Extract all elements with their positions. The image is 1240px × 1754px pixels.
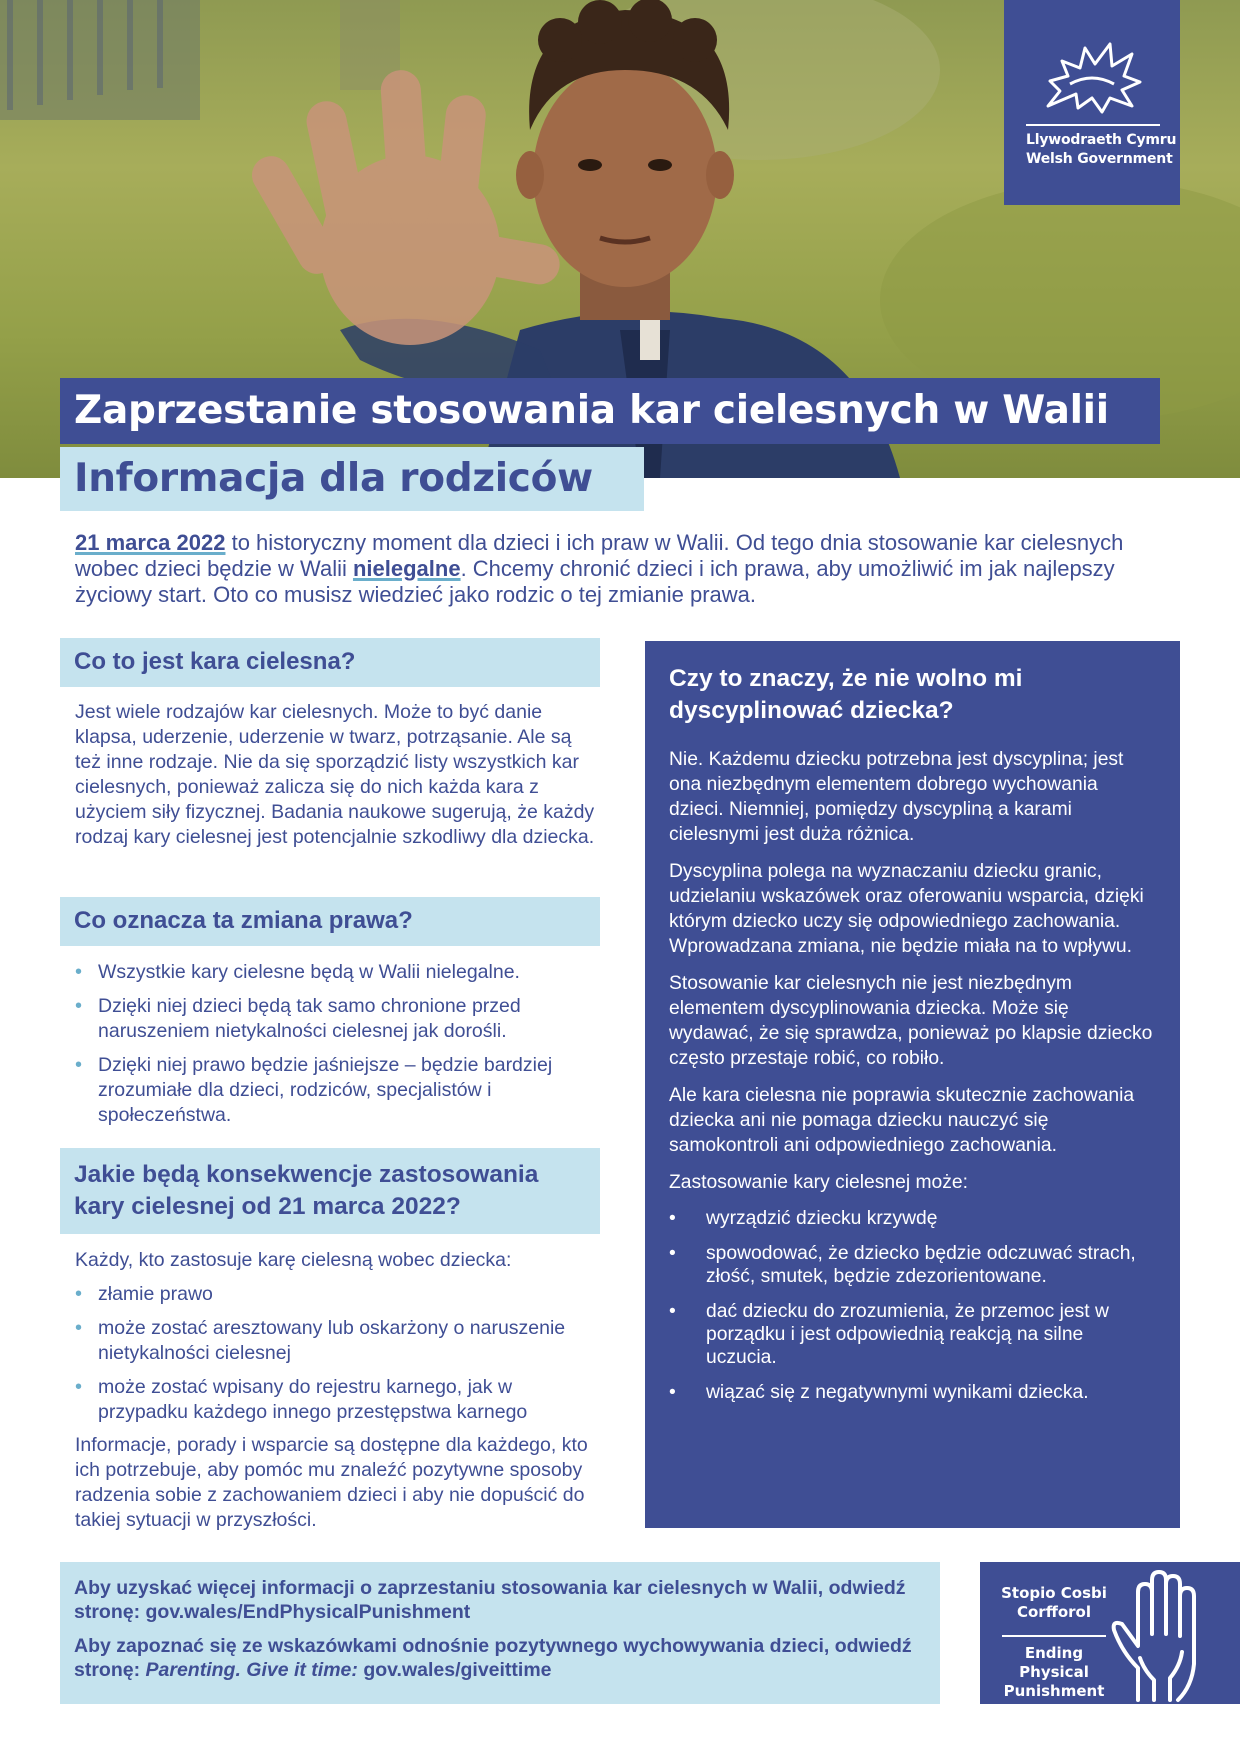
list-item: • dać dziecku do zrozumienia, że przemoc jest w porządku i jest odpowiednią reakcją na silne uczucia.	[669, 1300, 1156, 1369]
logo-welsh-name: Llywodraeth Cymru	[1026, 132, 1177, 148]
intro-text-part1: to historyczny moment dla dzieci i ich praw w Walii. Od tego dnia stosowanie kar cielesnych wobec dzieci będzie w Walii	[75, 530, 1124, 581]
page-subtitle: Informacja dla rodziców	[60, 447, 644, 511]
intro-date: 21 marca 2022	[75, 530, 226, 555]
discipline-paragraph: Stosowanie kar cielesnych nie jest niezbędnym elementem dyscyplinowania dziecka. Może się wydawać, że się sprawdza, ponieważ po klapsie dziecko często przestaje robić, co robiło.	[669, 973, 1153, 1069]
more-info-box	[60, 1562, 940, 1704]
consequences-list	[75, 1282, 600, 1434]
parenting-info-line	[74, 1634, 926, 1682]
list-item: • wyrządzić dziecku krzywdę	[669, 1207, 1156, 1230]
end-physical-punishment-link[interactable]: gov.wales/EndPhysicalPunishment	[145, 1601, 471, 1623]
discipline-info-box	[645, 641, 1180, 1528]
list-item: • wiązać się z negatywnymi wynikami dziecka.	[669, 1381, 1156, 1404]
list-item: • Wszystkie kary cielesne będą w Walii nielegalne.	[75, 960, 600, 985]
discipline-paragraph: Nie. Każdemu dziecku potrzebna jest dyscyplina; jest ona niezbędnym elementem dobrego wychowania dzieci. Niemniej, pomiędzy dyscypliną a karami cielesnymi jest duża różnica.	[669, 749, 1124, 845]
give-it-time-link[interactable]: gov.wales/giveittime	[357, 1659, 552, 1681]
effects-list	[669, 1207, 1156, 1404]
intro-paragraph	[75, 530, 1185, 608]
more-info-text: Aby uzyskać więcej informacji o zaprzestaniu stosowania kar cielesnych w Walii, odwiedź stronę:	[74, 1577, 906, 1623]
discipline-paragraph: Ale kara cielesna nie poprawia skutecznie zachowania dziecka ani nie pomaga dziecku nauczyć się samokontroli ani odpowiedniego zachowania.	[669, 1085, 1135, 1156]
welsh-government-logo	[1004, 0, 1180, 205]
parenting-campaign-name: Parenting. Give it time:	[145, 1659, 358, 1681]
list-item: • spowodować, że dziecko będzie odczuwać strach, złość, smutek, będzie zdezorientowane.	[669, 1242, 1156, 1288]
consequences-closing: Informacje, porady i wsparcie są dostępne dla każdego, kto ich potrzebuje, aby pomóc mu znaleźć pozytywne sposoby radzenia sobie z zachowaniem dzieci i aby nie dopuścić do takiej sytuacji w przyszłości.	[75, 1434, 588, 1531]
hand-icon	[1108, 1568, 1228, 1704]
campaign-welsh-name: Stopio Cosbi Corfforol	[1001, 1584, 1107, 1621]
list-item: • złamie prawo	[75, 1282, 600, 1307]
discipline-heading: Czy to znaczy, że nie wolno mi dyscyplinować dziecka?	[669, 665, 1023, 724]
section-heading-law-change: Co oznacza ta zmiana prawa?	[60, 897, 600, 946]
discipline-paragraph: Zastosowanie kary cielesnej może:	[669, 1172, 968, 1193]
more-info-line	[74, 1576, 926, 1624]
discipline-paragraph: Dyscyplina polega na wyznaczaniu dziecku granic, udzielaniu wskazówek oraz oferowaniu wsparcia, dzięki którym dziecko uczy się odpowiedniego zachowania. Wprowadzana zmiana, nie będzie miała na to wpływu.	[669, 861, 1144, 957]
welsh-dragon-icon	[1040, 36, 1146, 116]
consequences-lead: Każdy, kto zastosuje karę cielesną wobec dziecka:	[75, 1249, 512, 1271]
campaign-english-name: Ending Physical Punishment	[1003, 1644, 1105, 1700]
list-item: • może zostać aresztowany lub oskarżony o naruszenie nietykalności cielesnej	[75, 1316, 600, 1366]
section-body-what-is: Jest wiele rodzajów kar cielesnych. Może to być danie klapsa, uderzenie, uderzenie w twarz, potrząsanie. Ale są też inne rodzaje. Nie da się sporządzić listy wszystkich kar cielesnych, ponieważ zalicza się do nich każda kara z użyciem siły fizycznej. Badania naukowe sugerują, że każdy rodzaj kary cielesnej jest potencjalnie szkodliwy dla dziecka.	[75, 701, 595, 848]
list-item: • Dzięki niej prawo będzie jaśniejsze – będzie bardziej zrozumiałe dla dzieci, rodziców, specjalistów i społeczeństwa.	[75, 1053, 600, 1128]
parenting-info-text: Aby zapoznać się ze wskazówkami odnośnie pozytywnego wychowywania dzieci, odwiedź stronę:	[74, 1635, 912, 1681]
intro-text-part2: . Chcemy chronić dzieci i ich prawa, aby umożliwić im jak najlepszy życiowy start. Oto co musisz wiedzieć jako rodzic o tej zmianie prawa.	[75, 556, 1115, 607]
ending-physical-punishment-logo	[980, 1562, 1240, 1704]
page-title: Zaprzestanie stosowania kar cielesnych w Walii	[60, 378, 1160, 444]
list-item: • może zostać wpisany do rejestru karnego, jak w przypadku każdego innego przestępstwa karnego	[75, 1375, 600, 1425]
list-item: • Dzięki niej dzieci będą tak samo chronione przed naruszeniem nietykalności cielesnej jak dorośli.	[75, 994, 600, 1044]
law-change-list	[75, 960, 600, 1137]
logo-english-name: Welsh Government	[1026, 151, 1173, 167]
section-heading-consequences: Jakie będą konsekwencje zastosowania kary cielesnej od 21 marca 2022?	[60, 1148, 600, 1234]
section-heading-what-is: Co to jest kara cielesna?	[60, 638, 600, 687]
intro-illegal: nielegalne	[352, 556, 461, 581]
